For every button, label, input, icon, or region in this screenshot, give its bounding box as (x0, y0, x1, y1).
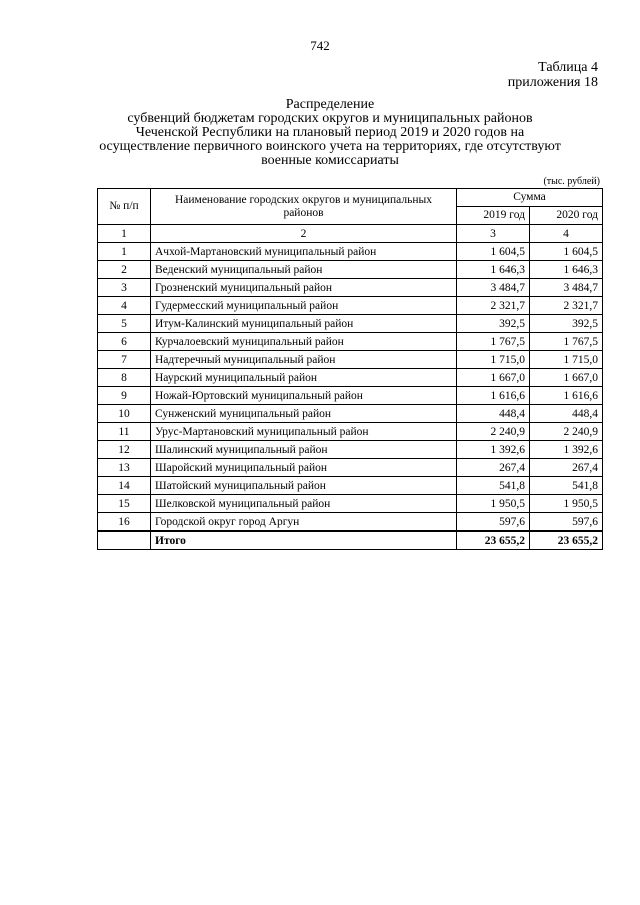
value-2020: 1 392,6 (530, 441, 603, 459)
index-cell: 3 (457, 225, 530, 243)
total-row (98, 531, 603, 550)
value-2020: 448,4 (530, 405, 603, 423)
value-2019: 392,5 (457, 315, 530, 333)
table-row (98, 423, 603, 441)
table-row (98, 387, 603, 405)
value-2020: 1 667,0 (530, 369, 603, 387)
header-num: № п/п (98, 189, 151, 225)
district-name: Надтеречный муниципальный район (151, 351, 457, 369)
row-number: 1 (98, 243, 151, 261)
row-number: 8 (98, 369, 151, 387)
table-row (98, 351, 603, 369)
value-2020: 2 321,7 (530, 297, 603, 315)
page-number: 742 (310, 38, 330, 53)
value-2019: 267,4 (457, 459, 530, 477)
header-year-2019: 2019 год (457, 207, 530, 225)
value-2019: 1 616,6 (457, 387, 530, 405)
value-2019: 1 715,0 (457, 351, 530, 369)
value-2019: 448,4 (457, 405, 530, 423)
heading-title: Распределение (285, 97, 375, 112)
value-2019: 1 667,0 (457, 369, 530, 387)
table-row (98, 495, 603, 513)
district-name: Наурский муниципальный район (151, 369, 457, 387)
table-row (98, 315, 603, 333)
table-row (98, 333, 603, 351)
value-2019: 2 240,9 (457, 423, 530, 441)
table-row (98, 405, 603, 423)
table-row (98, 243, 603, 261)
district-name: Шаройский муниципальный район (151, 459, 457, 477)
district-name: Городской округ город Аргун (151, 513, 457, 532)
index-cell: 2 (151, 225, 457, 243)
value-2020: 597,6 (530, 513, 603, 532)
row-number: 2 (98, 261, 151, 279)
total-2020: 23 655,2 (530, 531, 603, 550)
row-number: 3 (98, 279, 151, 297)
value-2020: 392,5 (530, 315, 603, 333)
value-2019: 1 646,3 (457, 261, 530, 279)
heading-line: осуществление первичного воинского учета на территориях, где отсутствуют (99, 139, 561, 154)
total-num-cell (98, 531, 151, 550)
value-2020: 1 646,3 (530, 261, 603, 279)
district-name: Шалинский муниципальный район (151, 441, 457, 459)
table-row (98, 369, 603, 387)
value-2020: 1 950,5 (530, 495, 603, 513)
unit-note: (тыс. рублей) (543, 176, 600, 187)
row-number: 13 (98, 459, 151, 477)
value-2020: 1 715,0 (530, 351, 603, 369)
value-2020: 1 604,5 (530, 243, 603, 261)
subvention-table (97, 188, 603, 550)
row-number: 4 (98, 297, 151, 315)
row-number: 10 (98, 405, 151, 423)
district-name: Ножай-Юртовский муниципальный район (151, 387, 457, 405)
table-row (98, 441, 603, 459)
value-2019: 1 392,6 (457, 441, 530, 459)
row-number: 15 (98, 495, 151, 513)
value-2020: 2 240,9 (530, 423, 603, 441)
table-row (98, 297, 603, 315)
table-row (98, 279, 603, 297)
district-name: Ачхой-Мартановский муниципальный район (151, 243, 457, 261)
value-2020: 1 616,6 (530, 387, 603, 405)
table-row (98, 513, 603, 532)
document-heading (60, 98, 600, 168)
row-number: 7 (98, 351, 151, 369)
total-2019: 23 655,2 (457, 531, 530, 550)
district-name: Курчалоевский муниципальный район (151, 333, 457, 351)
heading-line: военные комиссариаты (261, 153, 399, 168)
value-2019: 1 950,5 (457, 495, 530, 513)
district-name: Шелковской муниципальный район (151, 495, 457, 513)
row-number: 6 (98, 333, 151, 351)
table-reference (508, 60, 598, 90)
index-cell: 4 (530, 225, 603, 243)
value-2020: 3 484,7 (530, 279, 603, 297)
district-name: Итум-Калинский муниципальный район (151, 315, 457, 333)
header-year-2020: 2020 год (530, 207, 603, 225)
value-2020: 1 767,5 (530, 333, 603, 351)
district-name: Веденский муниципальный район (151, 261, 457, 279)
district-name: Шатойский муниципальный район (151, 477, 457, 495)
value-2019: 1 767,5 (457, 333, 530, 351)
total-label: Итого (151, 531, 457, 550)
district-name: Грозненский муниципальный район (151, 279, 457, 297)
district-name: Гудермесский муниципальный район (151, 297, 457, 315)
table-row (98, 261, 603, 279)
index-cell: 1 (98, 225, 151, 243)
value-2020: 541,8 (530, 477, 603, 495)
table-ref-line: Таблица 4 (538, 60, 598, 75)
table-row (98, 459, 603, 477)
value-2019: 3 484,7 (457, 279, 530, 297)
heading-line: Чеченской Республики на плановый период 2019 и 2020 годов на (135, 125, 525, 140)
value-2019: 1 604,5 (457, 243, 530, 261)
header-sum: Сумма (457, 189, 603, 207)
row-number: 11 (98, 423, 151, 441)
row-number: 5 (98, 315, 151, 333)
row-number: 12 (98, 441, 151, 459)
row-number: 14 (98, 477, 151, 495)
table-ref-line: приложения 18 (507, 75, 598, 90)
header-name: Наименование городских округов и муниципальных районов (151, 189, 457, 225)
table-row (98, 477, 603, 495)
value-2020: 267,4 (530, 459, 603, 477)
heading-line: субвенций бюджетам городских округов и муниципальных районов (127, 111, 533, 126)
row-number: 9 (98, 387, 151, 405)
row-number: 16 (98, 513, 151, 532)
value-2019: 541,8 (457, 477, 530, 495)
district-name: Урус-Мартановский муниципальный район (151, 423, 457, 441)
column-index-row (98, 225, 603, 243)
district-name: Сунженский муниципальный район (151, 405, 457, 423)
value-2019: 2 321,7 (457, 297, 530, 315)
value-2019: 597,6 (457, 513, 530, 532)
